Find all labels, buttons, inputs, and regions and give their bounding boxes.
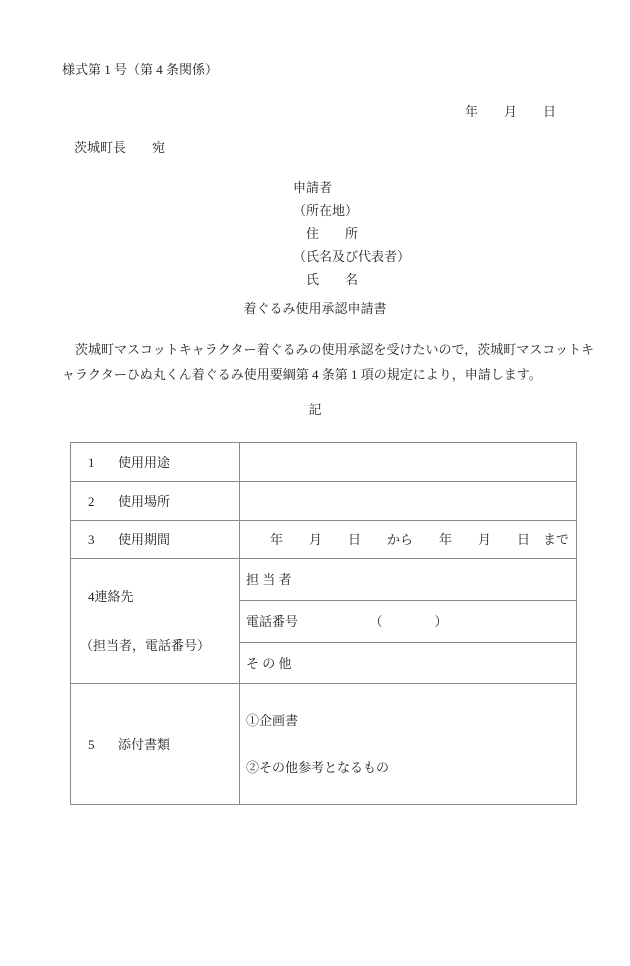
applicant-name-label: （氏名及び代表者） <box>293 249 411 264</box>
row-number: 5 <box>88 736 95 752</box>
row-label: 使用場所 <box>118 493 171 509</box>
usage-purpose-label-cell <box>71 443 240 482</box>
applicant-location-label: （所在地） <box>293 203 359 218</box>
application-form-page <box>0 63 630 966</box>
applicant-name-line: 氏 名 <box>293 272 359 287</box>
applicant-address-line: 住 所 <box>293 226 359 241</box>
contact-label-line <box>88 585 239 608</box>
contact-label-note: （担当者，電話番号） <box>80 638 211 653</box>
usage-place-value-cell <box>240 482 577 521</box>
contact-phone-cell: 電話番号 （ ） <box>240 601 577 643</box>
applicant-heading: 申請者 <box>293 180 333 195</box>
usage-purpose-value-cell <box>240 443 577 482</box>
row-number: 1 <box>88 454 95 470</box>
row-number: 2 <box>88 493 95 509</box>
contact-label-cell <box>71 559 240 684</box>
contact-person-cell: 担 当 者 <box>240 559 577 601</box>
applicant-block <box>293 176 630 291</box>
contact-other-cell: そ の 他 <box>240 643 577 684</box>
table-row-usage-purpose <box>71 443 577 482</box>
date-line: 年 月 日 <box>464 104 556 119</box>
body-paragraph-line-2: ャラクターひぬ丸くん着ぐるみ使用要綱第 4 条第 1 項の規定により，申請します。 <box>62 367 542 382</box>
usage-period-label-cell <box>71 521 240 559</box>
form-number: 様式第 1 号（第 4 条関係） <box>62 62 219 77</box>
body-paragraph-line-1: 茨城町マスコットキャラクター着ぐるみの使用承認を受けたいので，茨城町マスコットキ <box>62 342 594 357</box>
usage-place-label-cell <box>71 482 240 521</box>
row-label: 連絡先 <box>94 589 134 604</box>
addressee: 茨城町長 宛 <box>74 140 166 155</box>
attachment-item-2: ②その他参考となるもの <box>246 760 390 775</box>
record-marker: 記 <box>308 402 322 417</box>
application-table <box>70 442 577 805</box>
table-row-contact <box>71 559 577 601</box>
table-row-usage-place <box>71 482 577 521</box>
table-row-attachments <box>71 684 577 805</box>
attachments-label-cell <box>71 684 240 805</box>
table-row-usage-period <box>71 521 577 559</box>
attachment-item-1: ①企画書 <box>246 713 299 728</box>
attachments-value-cell <box>240 684 577 805</box>
row-label: 使用用途 <box>118 454 171 470</box>
usage-period-value-cell: 年 月 日 から 年 月 日 まで <box>240 521 577 559</box>
body-paragraph <box>62 337 630 387</box>
row-label: 添付書類 <box>118 736 171 752</box>
document-title: 着ぐるみ使用承認申請書 <box>243 301 387 316</box>
row-number: 3 <box>88 532 95 547</box>
row-number: 4 <box>88 589 95 604</box>
row-label: 使用期間 <box>118 532 171 547</box>
